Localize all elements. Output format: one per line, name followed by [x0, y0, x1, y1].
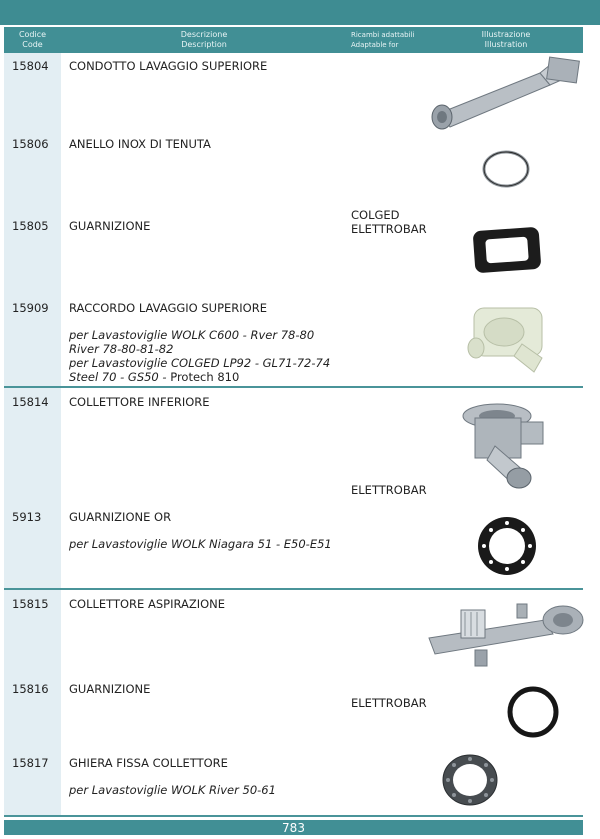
row-description: COLLETTORE INFERIORE — [69, 395, 210, 409]
fits-colged: COLGED — [351, 208, 400, 222]
row-description: ANELLO INOX DI TENUTA — [69, 137, 211, 151]
suction-collector-image — [425, 598, 585, 670]
fits-group3: ELETTROBAR — [351, 696, 427, 710]
row-note: per Lavastoviglie WOLK Niagara 51 - E50-E51 — [69, 537, 332, 551]
stainless-ring-image — [480, 148, 532, 190]
table-header — [4, 27, 583, 53]
row-code: 15805 — [12, 219, 49, 233]
top-bar — [0, 0, 600, 25]
header-code-en: Code — [22, 40, 43, 49]
row-description: GUARNIZIONE — [69, 682, 151, 696]
fits-elettrobar: ELETTROBAR — [351, 222, 427, 236]
header-code-it: Codice — [18, 30, 47, 39]
note-line: per Lavastoviglie WOLK C600 - Rver 78-80 — [69, 328, 315, 342]
gasket-image — [470, 225, 544, 275]
row-code: 15815 — [12, 597, 49, 611]
header-fits-it: Ricambi adattabili — [351, 31, 415, 39]
row-description: GHIERA FISSA COLLETTORE — [69, 756, 228, 770]
header-illustration-en: Illustration — [484, 40, 528, 49]
row-code: 15909 — [12, 301, 49, 315]
note-line: per Lavastoviglie COLGED LP92 - GL71-72-74 — [69, 356, 331, 370]
upper-wash-duct-image — [430, 55, 585, 135]
group-separator — [4, 588, 583, 590]
header-fits-en: Adaptable for — [351, 41, 399, 49]
row-code: 15806 — [12, 137, 49, 151]
fits-group1 — [351, 208, 427, 236]
page-footer — [4, 820, 583, 835]
header-description-it: Descrizione — [180, 30, 228, 39]
row-code: 15814 — [12, 395, 49, 409]
fits-group2: ELETTROBAR — [351, 483, 427, 497]
row-description: CONDOTTO LAVAGGIO SUPERIORE — [69, 59, 268, 73]
note-line: River 78-80-81-82 — [69, 342, 174, 356]
row-code: 15817 — [12, 756, 49, 770]
group-separator — [4, 815, 583, 817]
header-fits — [351, 30, 451, 50]
fixed-ring-nut-image — [440, 752, 500, 808]
row-description: COLLETTORE ASPIRAZIONE — [69, 597, 226, 611]
or-gasket-image — [476, 515, 538, 577]
page-number: 783 — [282, 821, 305, 835]
header-illustration — [466, 30, 546, 50]
code-column — [4, 53, 61, 817]
row-note: per Lavastoviglie WOLK River 50-61 — [69, 783, 276, 797]
row-code: 5913 — [12, 510, 42, 524]
row-code: 15804 — [12, 59, 49, 73]
row-description: GUARNIZIONE OR — [69, 510, 172, 524]
note-italic: Steel 70 - GS50 - — [69, 370, 171, 384]
gasket-ring-image — [505, 684, 561, 740]
note-plain: Protech 810 — [170, 370, 240, 384]
row-description: GUARNIZIONE — [69, 219, 151, 233]
lower-collector-image — [455, 402, 550, 490]
row-note — [69, 328, 330, 384]
row-description: RACCORDO LAVAGGIO SUPERIORE — [69, 301, 267, 315]
header-description — [134, 30, 274, 50]
header-code — [4, 30, 61, 50]
upper-wash-fitting-image — [464, 300, 554, 380]
header-description-en: Description — [181, 40, 227, 49]
header-illustration-it: Illustrazione — [481, 30, 531, 39]
group-separator — [4, 386, 583, 388]
row-code: 15816 — [12, 682, 49, 696]
note-line — [69, 370, 330, 384]
